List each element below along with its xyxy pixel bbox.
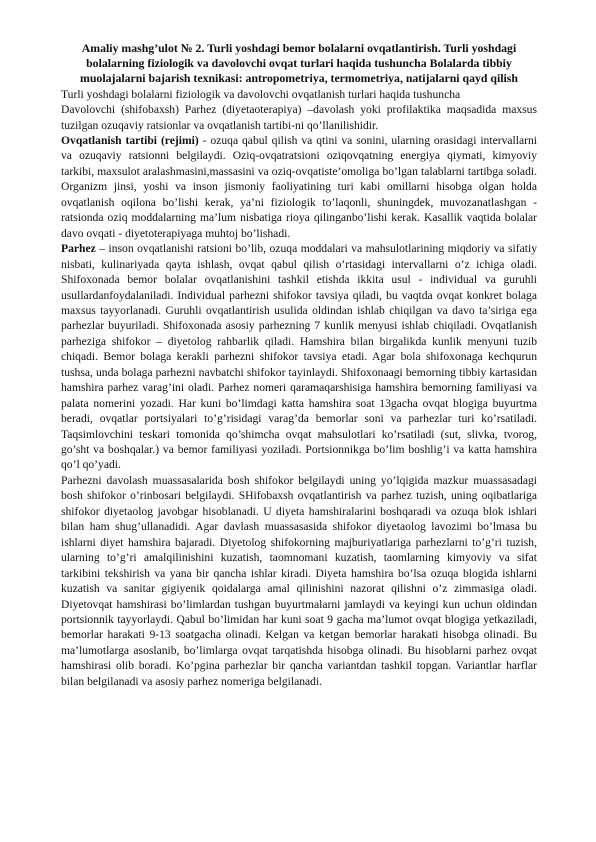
paragraph-intro: [61, 87, 537, 102]
paragraph-diet-text: – inson ovqatlanishi ratsioni bo’lib, ozuqa moddalari va mahsulotlarining miqdoriy va sifatiy nisbati, kulinariyada qayta ishlash, ovqat qabul qilish o’rtasidagi intervallarni o’z ichiga oladi. Shifoxonada bemor bolalar ovqatlanishini tashkil etishda ikkita usul - individual va guruhli usullardanfoydalaniladi. Individual parhezni shifokor tavsiya qiladi, bu vaqtda ovqat konkret bolaga maxsus tayyorlanadi. Guruhli ovqatlantirish usulida oldindan ishlab chiqilgan va davo ta’siriga ega parhezlar buyuriladi. Shifoxonada asosiy parhezning 7 kunlik menyusi ishlab chiqiladi. Ovqatlanish parheziga shifokor – diyetolog rahbarlik qiladi. Hamshira bilan birgalikda kunlik menyuni tuzib chiqadi. Bemor bolaga kerakli parhezni shifokor tavsiya etadi. Agar bola shifoxonaga kechqurun tushsa, unda bolaga parhezni navbatchi shifokor tayinlaydi. Shifoxonaagi bemorning tibbiy kartasidan hamshira parhez varag’ini oladi. Parhez nomeri qaramaqarshisiga hamshira bemorning familiyasi va palata nomerini yozadi. Har kuni bo’limdagi katta hamshira soat 13gacha ovqat blogiga buyurtma beradi, ovqatlar portsiyalari to’g’risidagi varag’da bemorlar soni va parhezlar turi ko’rsatiladi. Taqsimlovchini teskari tomonida qo’shimcha ovqat mahsulotlari ko’rsatiladi (sut, slivka, tvorog, go’sht va boshqalar.) va bemor familiyasi yoziladi. Portsionnikga bo’lim boshlig’i va katta hamshira qo’l qo’yadi.: [61, 242, 537, 472]
page-title: Amaliy mashg’ulot № 2. Turli yoshdagi bemor bolalarni ovqatlantirish. Turli yoshdagi bolalarning fiziologik va davolovchi ovqat turlari haqida tushuncha Bolalarda tibbiy muolajalarni bajarish texnikasi: antropometriya, termometriya, natijalarni qayd qilish: [80, 41, 518, 86]
paragraph-diet-management: [61, 473, 537, 689]
paragraph-definition: [61, 102, 537, 133]
document-page: [61, 41, 537, 689]
paragraph-feeding-regime: [61, 133, 537, 241]
paragraph-definition-text: Davolovchi (shifobaxsh) Parhez (diyetaoterapiya) –davolash yoki profilaktika maqsadida maxsus tuzilgan ozuqaviy ratsionlar va ovqatlanish tartibi-ni qo’llanilishidir.: [61, 103, 537, 132]
paragraph-diet: [61, 241, 537, 473]
term-diet: Parhez: [61, 242, 96, 256]
paragraph-diet-management-text: Parhezni davolash muassasalarida bosh shifokor belgilaydi uning yo’lqigida mazkur muassasadagi bosh shifokor o’rinbosari belgilaydi. SHifobaxsh ovqatlantirish va parhez tuzish, uning oqibatlariga shifokor diyetaolog javobgar hisoblanadi. U diyeta hamshiralarini boshqaradi va ozuqa blok ishlari bilan ham shug’ullanadidi. Agar davlash muassasasida shifokor diyetaolog lavozimi bo’lmasa bu ishlarni diyet hamshira bajaradi. Diyetolog shifokorning majburiyatlariga parhezlarni to’g’ri tuzish, ularning to’g’ri amalqilinishini kuzatish, taomnomani kuzatish, taomlarning kimyoviy va sifat tarkibini tekshirish va yana bir qancha ishlar kiradi. Diyeta hamshira bo’lsa ozuqa blogida ishlarni kuzatish va sanitar gigiyenik qoidalarga amal qilinishini nazorat qilishni o’z zimmasiga oladi. Diyetovqat hamshirasi bo’limlardan tushgan buyurtmalarni jamlaydi va keyingi kun uchun oldindan portsionnik tayyorlaydi. Qabul bo’limidan har kuni soat 9 gacha ma’lumot ovqat blogiga yetkaziladi, bemorlar harakati 9-13 soatgacha olinadi. Kelgan va ketgan bemorlar harakati hisobga olinadi. Bu ma’lumotlarga asoslanib, bo’limlarga ovqat tarqatishda hisobga olinadi. Bu hisoblarni parhez ovqat hamshirasi olib boradi. Ko’pgina parhezlar bir qancha variantdan tashkil topgan. Variantlar harflar bilan belgilanadi va asosiy parhez nomeriga belgilanadi.: [61, 473, 537, 688]
paragraph-intro-text: Turli yoshdagi bolalarni fiziologik va davolovchi ovqatlanish turlari haqida tushuncha: [61, 87, 461, 101]
term-feeding-regime: Ovqatlanish tartibi (rejimi): [61, 133, 199, 147]
paragraph-feeding-regime-text: - ozuqa qabul qilish va qtini va sonini, ularning orasidagi intervallarni va ozuqaviy ratsionni belgilaydi. Oziq-ovqatratsioni oziqovqatning energiya qiymati, kimyoviy tarkibi, maxsulot aralashmasini,massasini va oziq-ovqatiste’omoliga bo’lgan talablarni tartibga soladi. Organizm jinsi, yoshi va inson jismoniy faoliyatining turi kabi omillarni hisobga olgan holda ovqatlanish oqilona bo’lishi kerak, ya’ni fiziologik to’laqonli, shuningdek, muvozanatlashgan - ratsionda oziq moddalarning ma’lum nisbatiga rioya qilinganbo’lishi kerak. Kasallik vaqtida bolalar davo ovqati - diyetoterapiyaga muhtoj bo’lishadi.: [61, 133, 537, 240]
